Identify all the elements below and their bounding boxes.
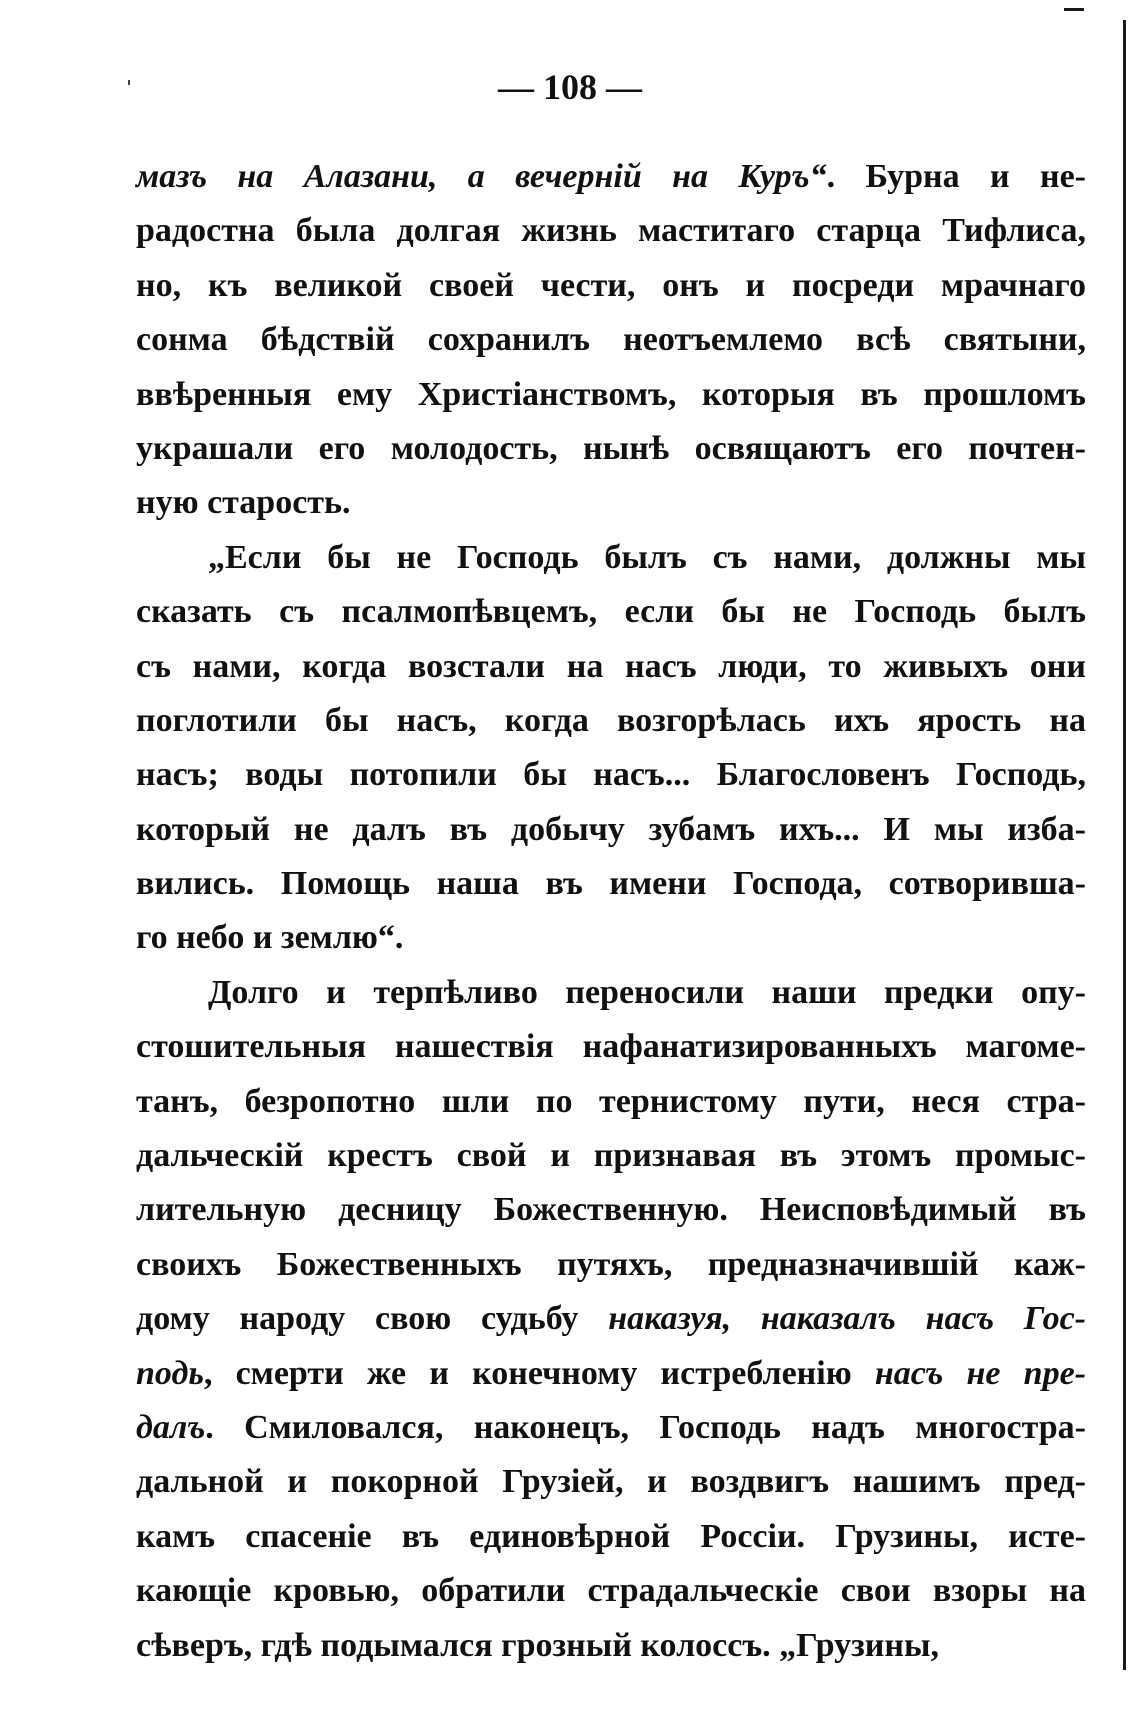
text-line	[136, 1619, 1086, 1673]
text-run: камъ спасеніе въ единовѣрной Россіи. Грузины, исте-	[136, 1517, 1086, 1555]
text-line	[136, 1292, 1086, 1346]
text-run: но, къ великой своей чести, онъ и посреди мрачнаго	[136, 266, 1086, 304]
text-run: съ нами, когда возстали на насъ люди, то живыхъ они	[136, 647, 1086, 685]
text-line	[136, 1564, 1086, 1618]
italic-run: мазъ на Алазани, а вечерній на Куръ“	[136, 158, 827, 195]
text-line	[136, 1183, 1086, 1237]
text-run: сѣверъ, гдѣ подымался грозный колоссъ. „Грузины,	[136, 1626, 940, 1664]
text-line	[136, 1510, 1086, 1564]
text-run: украшали его молодость, нынѣ освящаютъ его почтен-	[136, 429, 1086, 467]
text-run: вились. Помощь наша въ имени Господа, сотворивша-	[136, 865, 1086, 903]
text-run: дальческій крестъ свой и признавая въ этомъ промыс-	[136, 1137, 1086, 1175]
text-run: . Бурна и не-	[826, 158, 1086, 195]
text-line	[136, 857, 1086, 911]
text-line	[136, 259, 1086, 313]
text-line	[136, 694, 1086, 748]
text-line	[136, 204, 1086, 258]
text-run: ную старость.	[136, 484, 351, 522]
text-run: стошительныя нашествія нафанатизированныхъ магоме-	[136, 1028, 1086, 1066]
text-line	[136, 1129, 1086, 1183]
text-run: , смерти же и конечному истребленію	[203, 1354, 875, 1392]
text-run: ввѣренныя ему Христіанствомъ, которыя въ прошломъ	[136, 375, 1086, 413]
text-run: лительную десницу Божественную. Неисповѣдимый въ	[136, 1191, 1086, 1229]
paragraph	[136, 966, 1086, 1673]
text-run: сонма бѣдствій сохранилъ неотъемлемо всѣ святыни,	[136, 321, 1086, 359]
text-run: поглотили бы насъ, когда возгорѣлась ихъ ярость на	[136, 701, 1086, 739]
text-line	[136, 1238, 1086, 1292]
text-line	[136, 531, 1086, 585]
text-run: который не далъ въ добычу зубамъ ихъ... И мы изба-	[136, 810, 1086, 848]
scan-edge-mark	[1064, 0, 1084, 11]
text-line	[136, 1455, 1086, 1509]
text-run: дому народу свою судьбу	[136, 1300, 609, 1338]
text-run: своихъ Божественныхъ путяхъ, предназначившій каж-	[136, 1245, 1086, 1283]
text-line	[136, 966, 1086, 1020]
text-line	[136, 1401, 1086, 1455]
text-run: сказать съ псалмопѣвцемъ, если бы не Господь былъ	[136, 593, 1086, 631]
text-line	[136, 585, 1086, 639]
page-number: — 108 —	[498, 67, 642, 107]
text-line	[136, 911, 1086, 965]
text-line	[136, 1347, 1086, 1401]
text-run: го небо и землю“.	[136, 919, 404, 957]
text-line	[136, 748, 1086, 802]
paragraph	[136, 150, 1086, 531]
text-run: радостна была долгая жизнь маститаго старца Тифлиса,	[136, 212, 1086, 250]
body-text	[136, 150, 1086, 1673]
italic-run: насъ не пре-	[874, 1354, 1086, 1392]
text-run: дальной и покорной Грузіей, и воздвигъ нашимъ пред-	[136, 1463, 1086, 1501]
text-line	[136, 313, 1086, 367]
text-line	[136, 422, 1086, 476]
italic-run: далъ	[136, 1408, 206, 1446]
italic-run: подь	[136, 1354, 204, 1392]
text-line	[136, 150, 1086, 204]
text-line	[136, 1075, 1086, 1129]
paragraph	[136, 531, 1086, 966]
text-line	[136, 640, 1086, 694]
text-run: Долго и терпѣливо переносили наши предки опу-	[208, 973, 1086, 1011]
text-run: „Если бы не Господь былъ съ нами, должны мы	[208, 538, 1086, 576]
page-edge-line	[1123, 20, 1126, 1670]
text-run: танъ, безропотно шли по тернистому пути, неся стра-	[136, 1082, 1086, 1120]
text-line	[136, 476, 1086, 530]
text-line	[136, 803, 1086, 857]
text-line	[136, 1020, 1086, 1074]
text-run: . Смиловался, наконецъ, Господь надъ многостра-	[205, 1408, 1086, 1446]
text-run: насъ; воды потопили бы насъ... Благословенъ Господь,	[136, 756, 1086, 794]
text-run: кающіе кровью, обратили страдальческіе свои взоры на	[136, 1572, 1086, 1610]
italic-run: наказуя, наказалъ насъ Гос-	[608, 1300, 1086, 1338]
text-line	[136, 368, 1086, 422]
